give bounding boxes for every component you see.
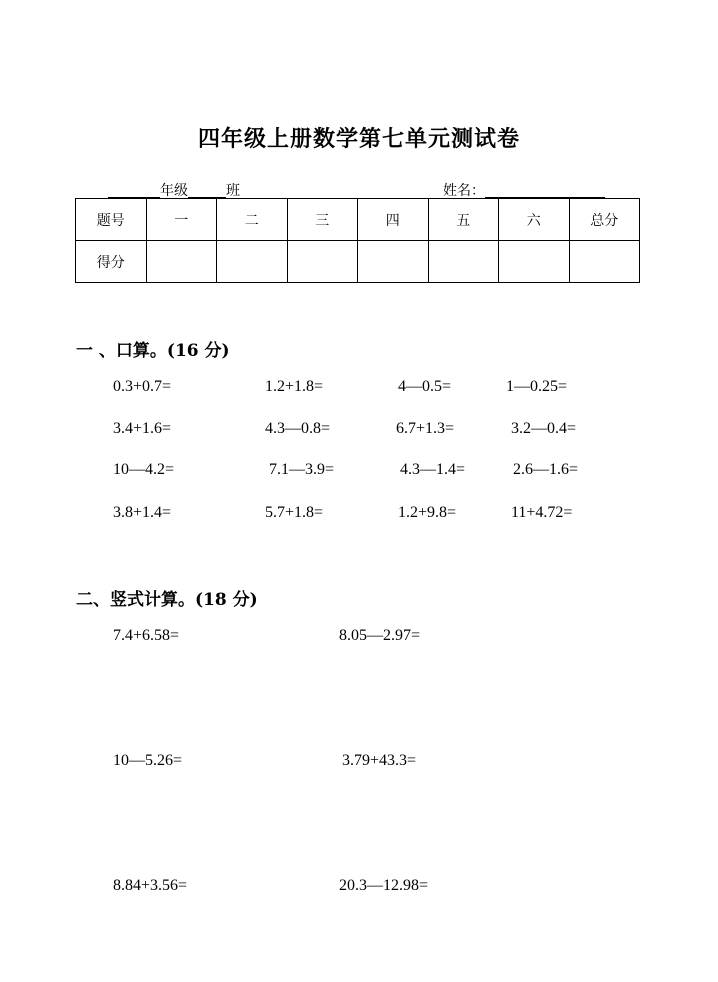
header-cell: 三	[287, 199, 358, 241]
header-cell: 题号	[76, 199, 147, 241]
header-cell: 总分	[569, 199, 640, 241]
name-label: 姓名：	[443, 183, 485, 199]
vertical-calc-problem: 7.4+6.58=	[113, 627, 180, 644]
mental-math-problem: 11+4.72=	[511, 504, 573, 521]
mental-math-problem: 4.3—1.4=	[400, 461, 466, 478]
score-cell[interactable]	[217, 241, 288, 283]
grade-label: 年级	[160, 183, 188, 199]
mental-math-problem: 10—4.2=	[113, 461, 175, 478]
name-line	[443, 180, 605, 200]
mental-math-problem: 4—0.5=	[398, 378, 452, 395]
vertical-calc-problem: 3.79+43.3=	[342, 752, 417, 769]
score-cell[interactable]	[428, 241, 499, 283]
class-label: 班	[226, 183, 240, 199]
mental-math-problem: 1.2+9.8=	[398, 504, 457, 521]
vertical-calc-problem: 10—5.26=	[113, 752, 183, 769]
mental-math-problem: 5.7+1.8=	[265, 504, 324, 521]
mental-math-problem: 1—0.25=	[506, 378, 568, 395]
vertical-calc-problem: 8.84+3.56=	[113, 877, 188, 894]
score-table-header-row	[76, 199, 640, 241]
vertical-calc-problem: 8.05—2.97=	[339, 627, 421, 644]
mental-math-problem: 4.3—0.8=	[265, 420, 331, 437]
score-cell[interactable]	[358, 241, 429, 283]
score-cell[interactable]	[499, 241, 570, 283]
header-cell: 四	[358, 199, 429, 241]
section-2-title: 二、竖式计算。(18 分)	[76, 590, 258, 610]
mental-math-problem: 3.4+1.6=	[113, 420, 172, 437]
header-cell: 五	[428, 199, 499, 241]
mental-math-problem: 2.6—1.6=	[513, 461, 579, 478]
name-blank[interactable]	[485, 183, 605, 198]
mental-math-problem: 3.2—0.4=	[511, 420, 577, 437]
grade-blank[interactable]	[108, 183, 160, 198]
score-cell[interactable]	[146, 241, 217, 283]
grade-class-line	[108, 180, 240, 200]
mental-math-problem: 6.7+1.3=	[396, 420, 455, 437]
page-title: 四年级上册数学第七单元测试卷	[197, 126, 520, 152]
class-blank[interactable]	[188, 183, 226, 198]
header-cell: 六	[499, 199, 570, 241]
mental-math-problem: 1.2+1.8=	[265, 378, 324, 395]
score-row-label: 得分	[76, 241, 147, 283]
vertical-calc-problem: 20.3—12.98=	[339, 877, 429, 894]
score-cell[interactable]	[569, 241, 640, 283]
header-cell: 二	[217, 199, 288, 241]
section-1-title: 一 、口算。(16 分)	[76, 341, 230, 361]
score-cell[interactable]	[287, 241, 358, 283]
mental-math-problem: 7.1—3.9=	[269, 461, 335, 478]
score-table-score-row	[76, 241, 640, 283]
header-cell: 一	[146, 199, 217, 241]
score-table	[75, 198, 640, 283]
mental-math-problem: 3.8+1.4=	[113, 504, 172, 521]
mental-math-problem: 0.3+0.7=	[113, 378, 172, 395]
